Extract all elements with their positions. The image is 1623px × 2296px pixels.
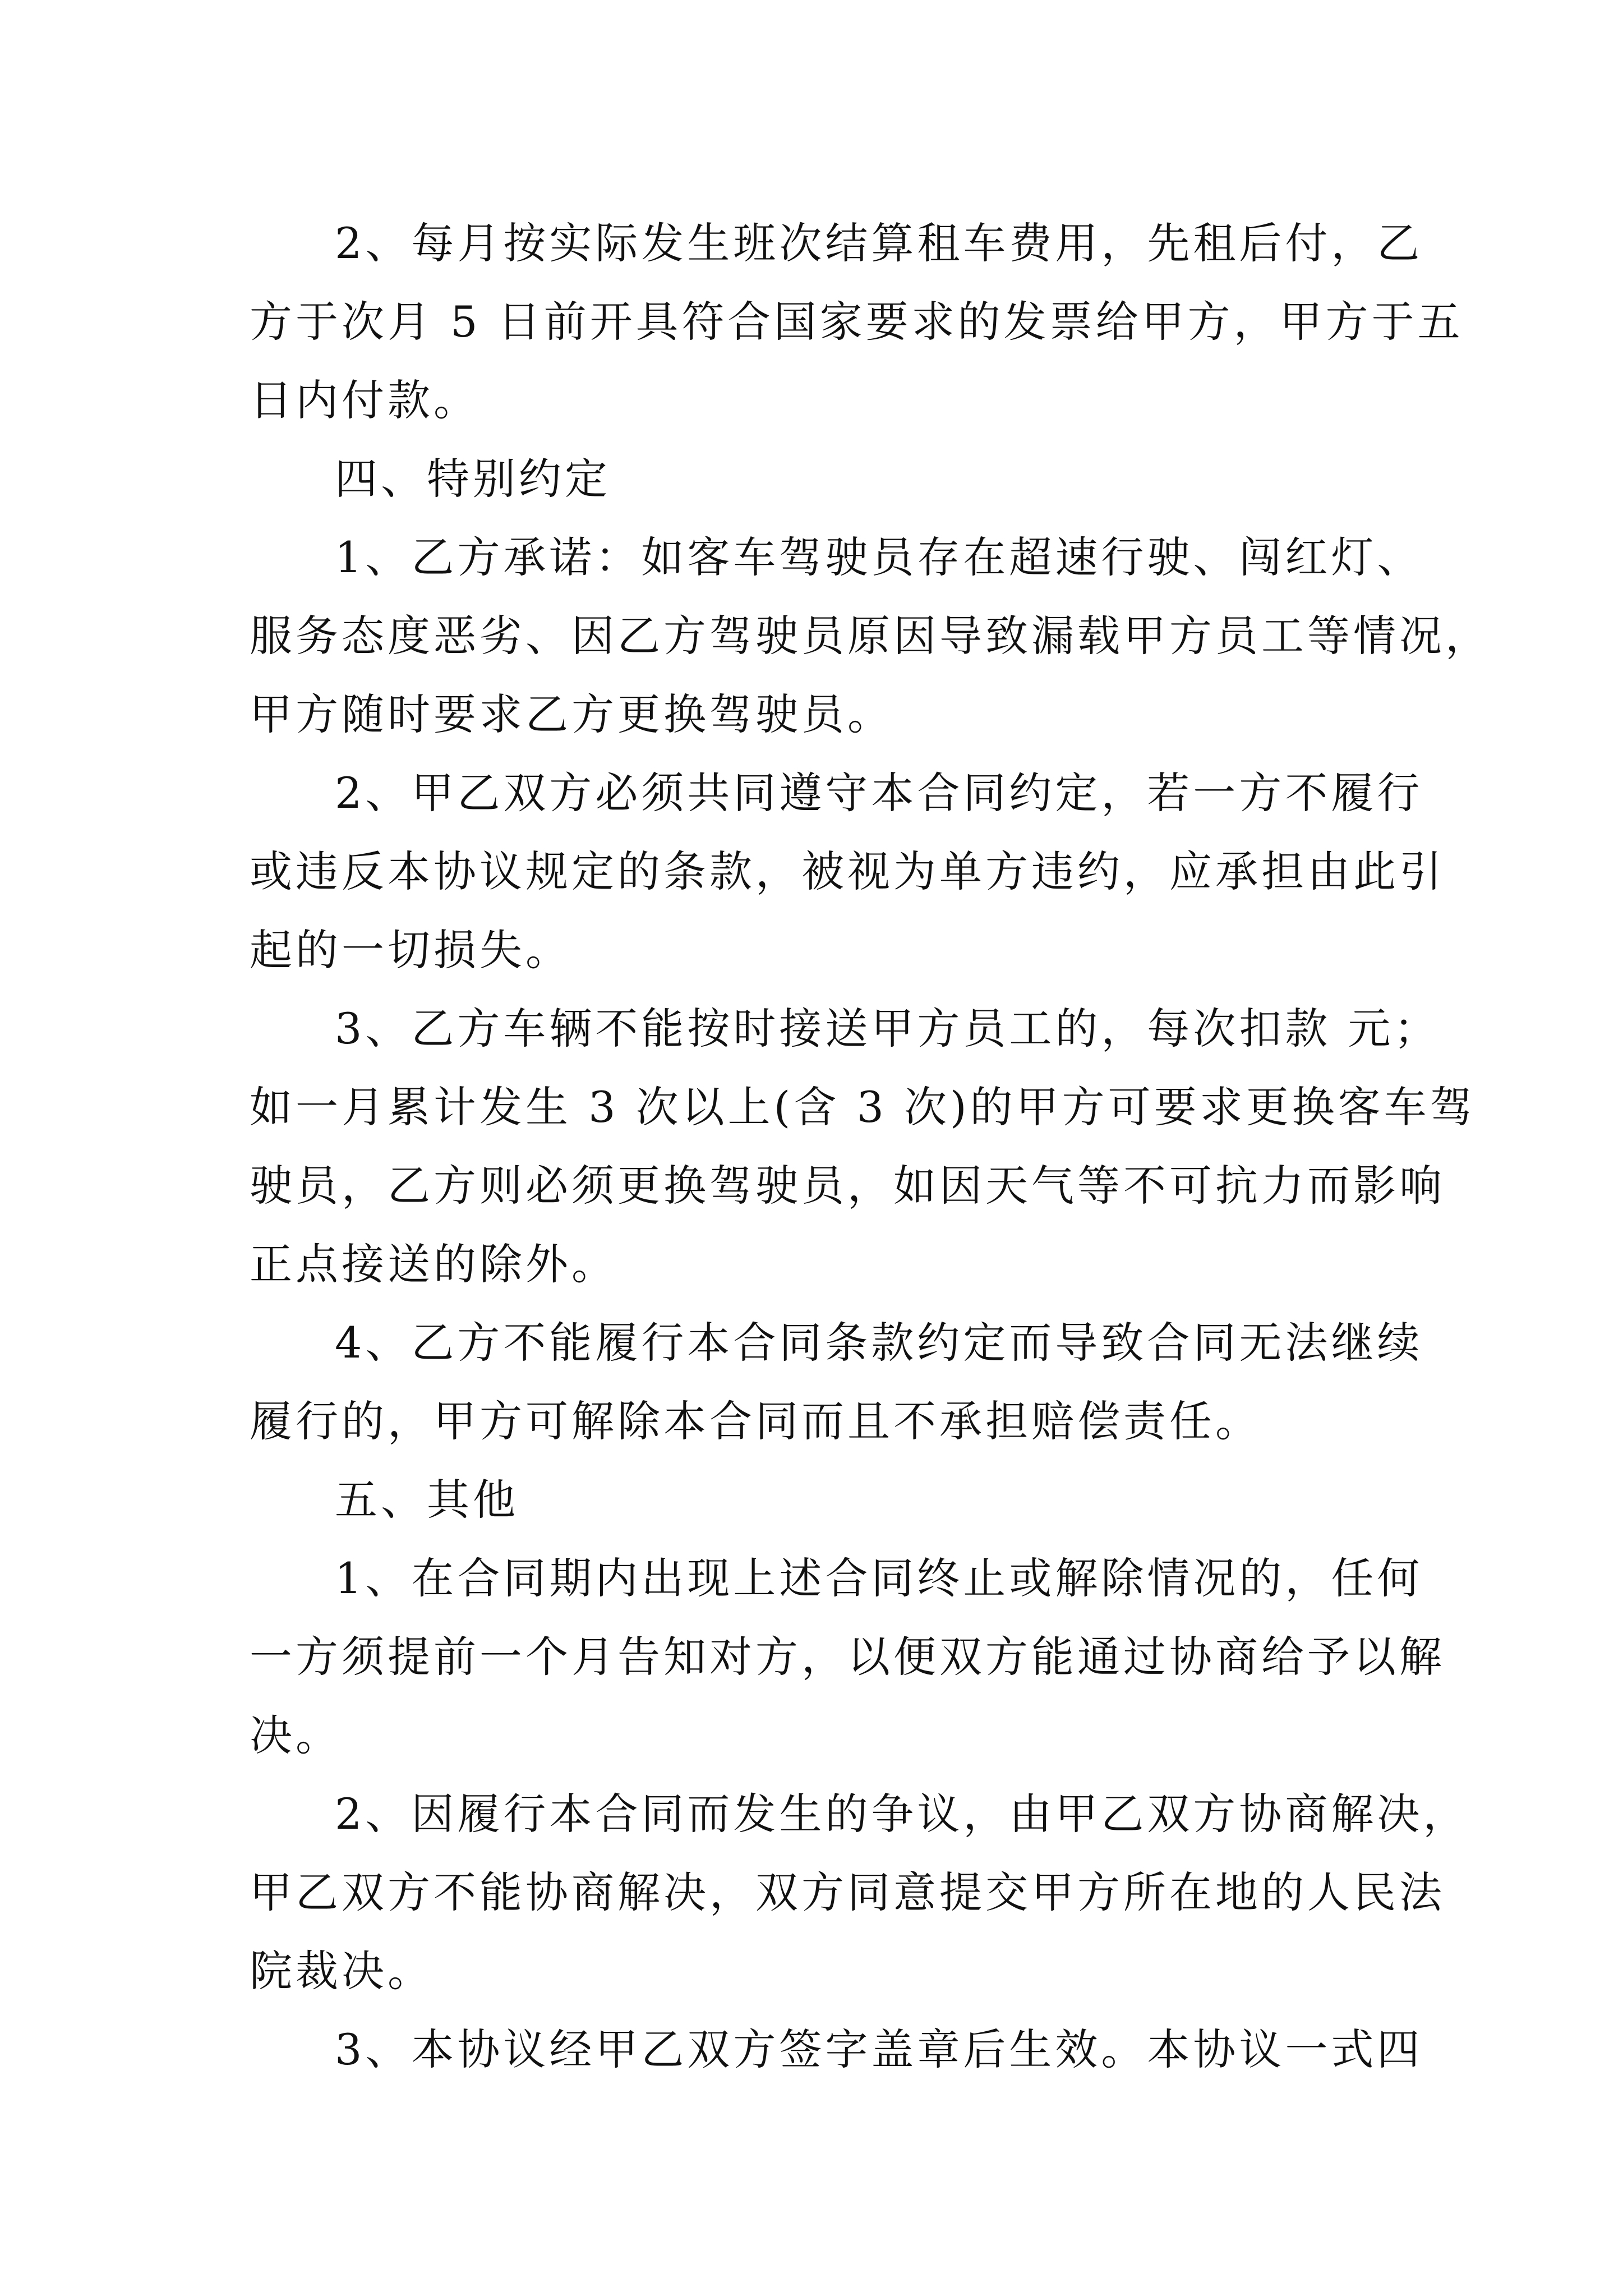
clause-5-1-line-2: 一方须提前一个月告知对方，以便双方能通过协商给予以解 — [250, 1632, 1445, 1682]
clause-4-1-line-1: 1、乙方承诺：如客车驾驶员存在超速行驶、闯红灯、 — [335, 532, 1423, 582]
clause-4-2-line-2: 或违反本协议规定的条款，被视为单方违约，应承担由此引 — [250, 846, 1445, 896]
clause-4-1-line-3: 甲方随时要求乙方更换驾驶员。 — [250, 689, 893, 739]
clause-3-2-line-3: 日内付款。 — [250, 375, 479, 425]
clause-5-2-line-3: 院裁决。 — [250, 1946, 434, 1996]
clause-4-1-line-2: 服务态度恶劣、因乙方驾驶员原因导致漏载甲方员工等情况， — [250, 611, 1491, 661]
clause-3-2-line-1: 2、每月按实际发生班次结算租车费用，先租后付，乙 — [335, 218, 1423, 268]
section-4-heading: 四、特别约定 — [335, 454, 611, 504]
clause-4-3-line-1: 3、乙方车辆不能按时接送甲方员工的，每次扣款 元； — [335, 1004, 1440, 1053]
document-body — [250, 204, 1491, 2089]
clause-4-2-line-1: 2、甲乙双方必须共同遵守本合同约定，若一方不履行 — [335, 768, 1423, 818]
clause-5-1-line-1: 1、在合同期内出现上述合同终止或解除情况的，任何 — [335, 1553, 1423, 1603]
clause-4-2-line-3: 起的一切损失。 — [250, 925, 571, 975]
clause-4-4-line-2: 履行的，甲方可解除本合同而且不承担赔偿责任。 — [250, 1396, 1261, 1446]
clause-4-4-line-1: 4、乙方不能履行本合同条款约定而导致合同无法继续 — [335, 1318, 1423, 1368]
section-5-heading: 五、其他 — [335, 1475, 519, 1525]
clause-5-2-line-1: 2、因履行本合同而发生的争议，由甲乙双方协商解决， — [335, 1789, 1469, 1839]
clause-5-1-line-3: 决。 — [250, 1710, 342, 1760]
clause-4-3-line-3: 驶员，乙方则必须更换驾驶员，如因天气等不可抗力而影响 — [250, 1161, 1445, 1211]
clause-4-3-line-2: 如一月累计发生 3 次以上(含 3 次)的甲方可要求更换客车驾 — [250, 1082, 1476, 1132]
clause-5-2-line-2: 甲乙双方不能协商解决，双方同意提交甲方所在地的人民法 — [250, 1867, 1445, 1917]
clause-4-3-line-4: 正点接送的除外。 — [250, 1239, 617, 1289]
clause-3-2-line-2: 方于次月 5 日前开具符合国家要求的发票给甲方，甲方于五 — [250, 297, 1464, 347]
clause-5-3-line-1: 3、本协议经甲乙双方签字盖章后生效。本协议一式四 — [335, 2024, 1423, 2074]
